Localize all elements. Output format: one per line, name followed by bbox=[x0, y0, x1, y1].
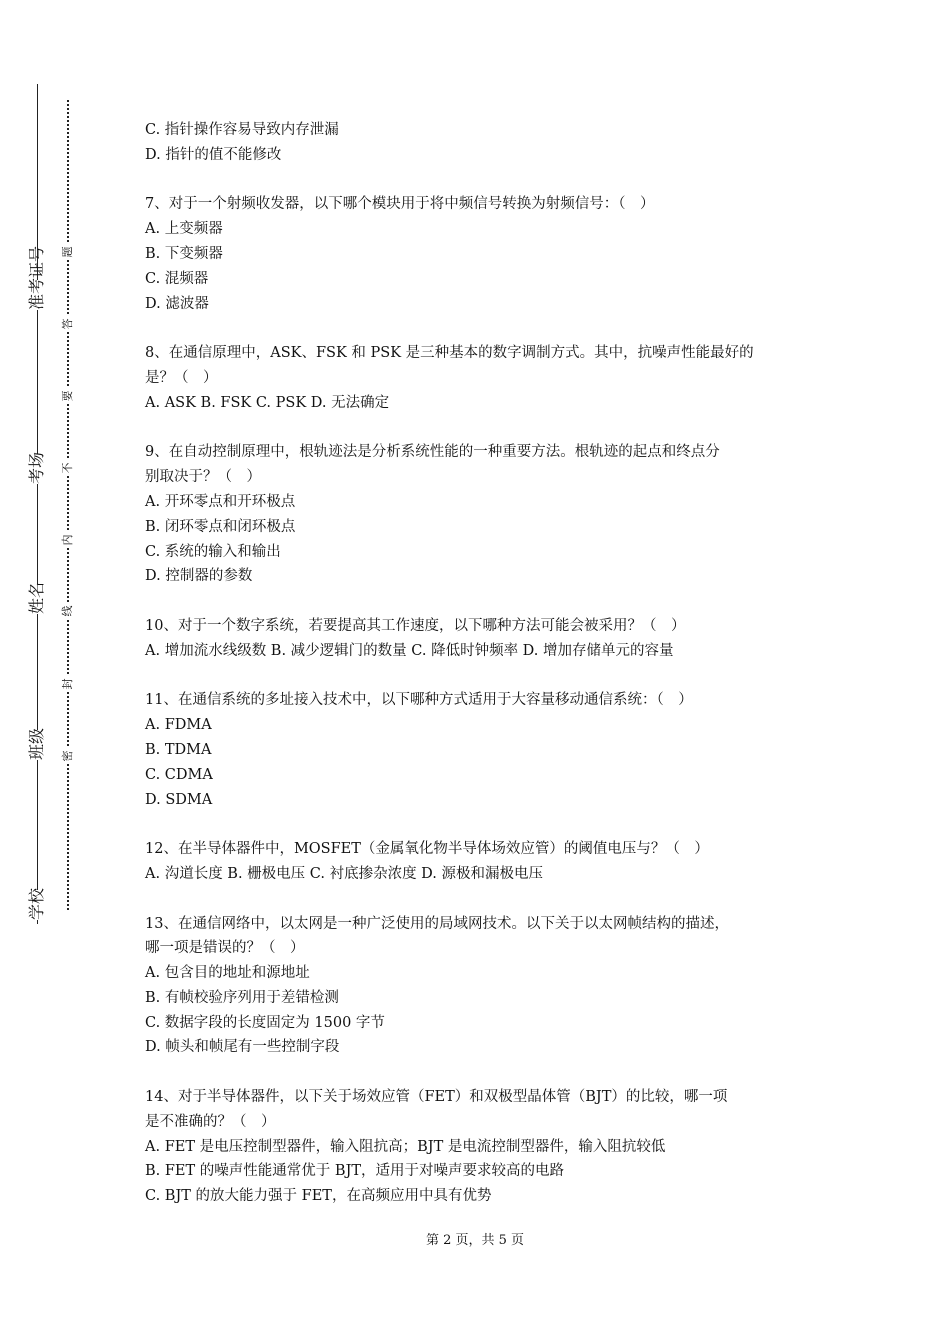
question-stem: 12、在半导体器件中，MOSFET（金属氧化物半导体场效应管）的阈值电压与？（ ） bbox=[145, 841, 709, 858]
question-stem: 13、在通信网络中，以太网是一种广泛使用的局域网技术。以下关于以太网帧结构的描述， bbox=[145, 915, 729, 932]
option: C. 混频器 bbox=[145, 270, 209, 287]
partial-question-options bbox=[145, 118, 815, 168]
question-14 bbox=[145, 1085, 815, 1209]
seal-char: 要 bbox=[60, 388, 76, 404]
option: B. FET 的噪声性能通常优于 BJT，适用于对噪声要求较高的电路 bbox=[145, 1163, 565, 1180]
question-8 bbox=[145, 341, 815, 415]
question-7 bbox=[145, 192, 815, 316]
option: C. 系统的输入和输出 bbox=[145, 543, 281, 560]
question-stem: 10、对于一个数字系统，若要提高其工作速度，以下哪种方法可能会被采用？（ ） bbox=[145, 617, 686, 634]
question-stem: 9、在自动控制原理中，根轨迹法是分析系统性能的一种重要方法。根轨迹的起点和终点分 bbox=[145, 444, 720, 461]
class-label: 班级 bbox=[22, 730, 52, 760]
question-9 bbox=[145, 440, 815, 589]
question-stem-cont: 别取决于？（ ） bbox=[145, 469, 261, 486]
question-stem-cont: 是不准确的？（ ） bbox=[145, 1113, 276, 1130]
exam-number-label: 准考证号 bbox=[22, 280, 52, 310]
seal-char: 不 bbox=[60, 460, 76, 476]
seal-char: 答 bbox=[60, 316, 76, 332]
option: A. 沟道长度 B. 栅极电压 C. 衬底掺杂浓度 D. 源极和漏极电压 bbox=[145, 865, 544, 882]
question-10 bbox=[145, 614, 815, 664]
option: B. TDMA bbox=[145, 741, 212, 758]
exam-room-label: 考场 bbox=[22, 454, 52, 484]
option: C. 数据字段的长度固定为 1500 字节 bbox=[145, 1014, 385, 1031]
option: D. 滤波器 bbox=[145, 295, 209, 312]
option: C. CDMA bbox=[145, 766, 213, 783]
option: A. 开环零点和开环极点 bbox=[145, 493, 296, 510]
page-number: 第 2 页，共 5 页 bbox=[425, 1233, 525, 1248]
question-11 bbox=[145, 688, 815, 812]
option: C. 指针操作容易导致内存泄漏 bbox=[145, 122, 339, 138]
binding-margin bbox=[0, 0, 100, 1344]
binding-solid-line bbox=[37, 84, 38, 924]
seal-char: 内 bbox=[60, 532, 76, 548]
option: A. 增加流水线级数 B. 减少逻辑门的数量 C. 降低时钟频率 D. 增加存储单元的容量 bbox=[145, 642, 674, 659]
question-13 bbox=[145, 912, 815, 1061]
question-stem-cont: 是？（ ） bbox=[145, 369, 218, 386]
option: A. 上变频器 bbox=[145, 221, 223, 238]
option: D. SDMA bbox=[145, 791, 213, 808]
school-label: 学校 bbox=[22, 890, 52, 920]
option: A. ASK B. FSK C. PSK D. 无法确定 bbox=[145, 394, 390, 411]
option: D. 控制器的参数 bbox=[145, 568, 253, 585]
question-stem: 11、在通信系统的多址接入技术中，以下哪种方式适用于大容量移动通信系统：（ ） bbox=[145, 692, 693, 709]
seal-char: 密 bbox=[60, 748, 76, 764]
option: D. 帧头和帧尾有一些控制字段 bbox=[145, 1039, 340, 1056]
question-content bbox=[145, 118, 815, 1209]
question-stem-cont: 哪一项是错误的？（ ） bbox=[145, 940, 305, 957]
option: B. 闭环零点和闭环极点 bbox=[145, 518, 296, 535]
option: A. 包含目的地址和源地址 bbox=[145, 965, 310, 982]
seal-char: 题 bbox=[60, 244, 76, 260]
option: A. FDMA bbox=[145, 717, 212, 734]
question-stem: 7、对于一个射频收发器，以下哪个模块用于将中频信号转换为射频信号：（ ） bbox=[145, 196, 655, 213]
option: B. 有帧校验序列用于差错检测 bbox=[145, 989, 339, 1006]
option: A. FET 是电压控制型器件，输入阻抗高；BJT 是电流控制型器件，输入阻抗较低 bbox=[145, 1138, 666, 1155]
seal-char: 线 bbox=[60, 603, 76, 619]
seal-char: 封 bbox=[60, 676, 76, 692]
seal-dotted-line bbox=[67, 100, 69, 910]
question-12 bbox=[145, 837, 815, 887]
question-stem: 14、对于半导体器件，以下关于场效应管（FET）和双极型晶体管（BJT）的比较，哪一项 bbox=[145, 1089, 728, 1106]
question-stem: 8、在通信原理中，ASK、FSK 和 PSK 是三种基本的数字调制方式。其中，抗噪声性能最好的 bbox=[145, 345, 754, 362]
option: D. 指针的值不能修改 bbox=[145, 146, 282, 163]
option: B. 下变频器 bbox=[145, 245, 223, 262]
name-label: 姓名 bbox=[22, 584, 52, 614]
option: C. BJT 的放大能力强于 FET，在高频应用中具有优势 bbox=[145, 1188, 492, 1205]
